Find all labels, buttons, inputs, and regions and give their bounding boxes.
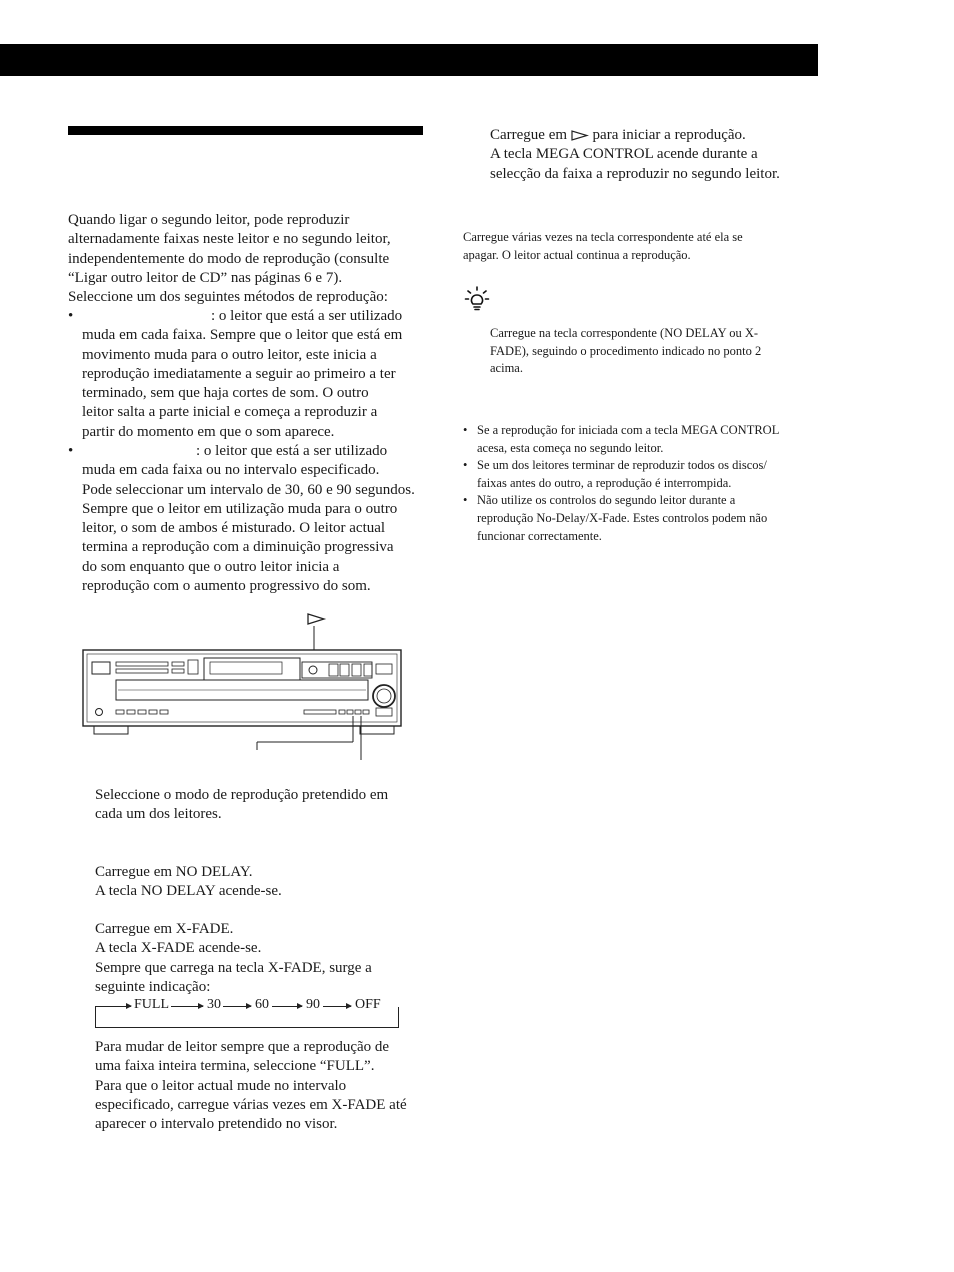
lightbulb-icon xyxy=(464,286,490,312)
bullet-line: Sempre que o leitor em utilização muda para o outro xyxy=(82,500,398,517)
step-line: Seleccione o modo de reprodução pretendido em xyxy=(95,787,389,803)
bullet-line: partir do momento em que o som aparece. xyxy=(82,423,335,440)
note-line: faixas antes do outro, a reprodução é interrompida. xyxy=(477,475,732,490)
note-marker: • xyxy=(463,458,468,473)
bullet-line: muda em cada faixa. Sempre que o leitor que está em xyxy=(82,327,403,344)
note-line: acesa, esta começa no segundo leitor. xyxy=(477,440,664,455)
play-icon xyxy=(308,614,324,624)
sequence-arrow xyxy=(95,1006,131,1007)
step-line: selecção da faixa a reproduzir no segundo leitor. xyxy=(490,165,780,182)
step-line: cada um dos leitores. xyxy=(95,806,222,823)
sequence-item: 30 xyxy=(207,997,221,1012)
bullet-line: leitor salta a parte inicial e começa a reproduzir a xyxy=(82,404,378,421)
bullet-marker: • xyxy=(68,308,74,324)
step-3-text-a: Carregue em xyxy=(490,127,568,143)
bullet-line: reprodução com o aumento progressivo do som. xyxy=(82,578,371,595)
step-3-text-b: para iniciar a reprodução. xyxy=(592,127,746,143)
sequence-arrow xyxy=(323,1006,351,1007)
bullet-line: : o leitor que está a ser utilizado xyxy=(196,443,388,459)
note-line: reprodução No-Delay/X-Fade. Estes controlos podem não xyxy=(477,510,768,525)
step-line: Carregue em X-FADE. xyxy=(95,921,234,937)
bullet-line: reprodução imediatamente a seguir ao primeiro a ter xyxy=(82,365,396,382)
note-line: funcionar correctamente. xyxy=(477,528,602,543)
bullet-line: leitor, o som de ambos é misturado. O leitor actual xyxy=(82,520,386,537)
tip-paragraph xyxy=(490,325,810,378)
step-line: A tecla X-FADE acende-se. xyxy=(95,940,262,957)
step-line: uma faixa inteira termina, seleccione “FULL”. xyxy=(95,1058,375,1075)
note-line: Se a reprodução for iniciada com a tecla MEGA CONTROL xyxy=(477,423,780,437)
cancel-line: apagar. O leitor actual continua a reprodução. xyxy=(463,247,691,262)
note-item xyxy=(463,457,822,492)
tip-line: Carregue na tecla correspondente (NO DELAY ou X- xyxy=(490,326,759,340)
bullet-x-fade xyxy=(68,442,427,596)
sequence-arrow xyxy=(223,1006,251,1007)
play-icon xyxy=(571,130,589,141)
bullet-line: movimento muda para o outro leitor, este inicia a xyxy=(82,346,377,363)
sequence-arrow xyxy=(272,1006,302,1007)
sequence-item: OFF xyxy=(355,997,381,1012)
step-line: Para mudar de leitor sempre que a reprodução de xyxy=(95,1039,390,1055)
sequence-item: FULL xyxy=(134,997,169,1012)
note-item xyxy=(463,422,822,457)
bullet-line: terminado, sem que haja cortes de som. O outro xyxy=(82,385,369,402)
bullet-line: do som enquanto que o outro leitor inicia a xyxy=(82,558,340,575)
cancel-paragraph xyxy=(463,229,803,264)
cancel-line: Carregue várias vezes na tecla correspondente até ela se xyxy=(463,230,743,244)
step-2-no-delay xyxy=(95,863,425,902)
tip-line: acima. xyxy=(490,361,523,376)
bullet-marker: • xyxy=(68,443,74,459)
step-line: Sempre que carrega na tecla X-FADE, surge a xyxy=(95,959,372,976)
note-marker: • xyxy=(463,493,468,508)
step-1 xyxy=(95,786,425,825)
x-fade-sequence xyxy=(95,996,399,1030)
step-line xyxy=(490,126,820,145)
bullet-line: muda em cada faixa ou no intervalo especificado. xyxy=(82,462,380,479)
intro-line: alternadamente faixas neste leitor e no segundo leitor, xyxy=(68,231,391,248)
step-line: A tecla NO DELAY acende-se. xyxy=(95,883,282,900)
intro-line: independentemente do modo de reprodução (consulte xyxy=(68,250,390,267)
sequence-item: 60 xyxy=(255,997,269,1012)
step-line: A tecla MEGA CONTROL acende durante a xyxy=(490,146,758,163)
bullet-no-delay xyxy=(68,307,427,442)
bullet-line: Pode seleccionar um intervalo de 30, 60 e 90 segundos. xyxy=(82,481,415,498)
step-line: aparecer o intervalo pretendido no visor. xyxy=(95,1116,338,1133)
intro-line: Seleccione um dos seguintes métodos de reprodução: xyxy=(68,289,388,306)
step-2-x-fade xyxy=(95,920,425,997)
section-rule xyxy=(68,126,423,135)
sequence-arrow xyxy=(171,1006,203,1007)
note-item xyxy=(463,492,822,545)
intro-line: “Ligar outro leitor de CD” nas páginas 6 e 7). xyxy=(68,269,343,286)
intro-paragraph xyxy=(68,211,428,307)
step-line: seguinte indicação: xyxy=(95,978,211,995)
bullet-line: termina a reprodução com a diminuição progressiva xyxy=(82,539,394,556)
bullet-line: : o leitor que está a ser utilizado xyxy=(211,308,403,324)
step-line: especificado, carregue várias vezes em X-FADE até xyxy=(95,1096,407,1113)
sequence-item: 90 xyxy=(306,997,320,1012)
cd-player-illustration xyxy=(80,610,410,770)
note-line: Não utilize os controlos do segundo leitor durante a xyxy=(477,493,736,508)
page-header-bar xyxy=(0,44,818,76)
note-line: Se um dos leitores terminar de reproduzir todos os discos/ xyxy=(477,458,767,473)
step-2-x-fade-notes xyxy=(95,1038,430,1134)
step-line: Para que o leitor actual mude no intervalo xyxy=(95,1077,347,1094)
note-marker: • xyxy=(463,423,468,437)
notes-list xyxy=(463,422,822,545)
tip-line: FADE), seguindo o procedimento indicado no ponto 2 xyxy=(490,343,762,358)
intro-line: Quando ligar o segundo leitor, pode reproduzir xyxy=(68,212,350,228)
step-line: Carregue em NO DELAY. xyxy=(95,864,253,880)
step-3 xyxy=(490,126,820,184)
